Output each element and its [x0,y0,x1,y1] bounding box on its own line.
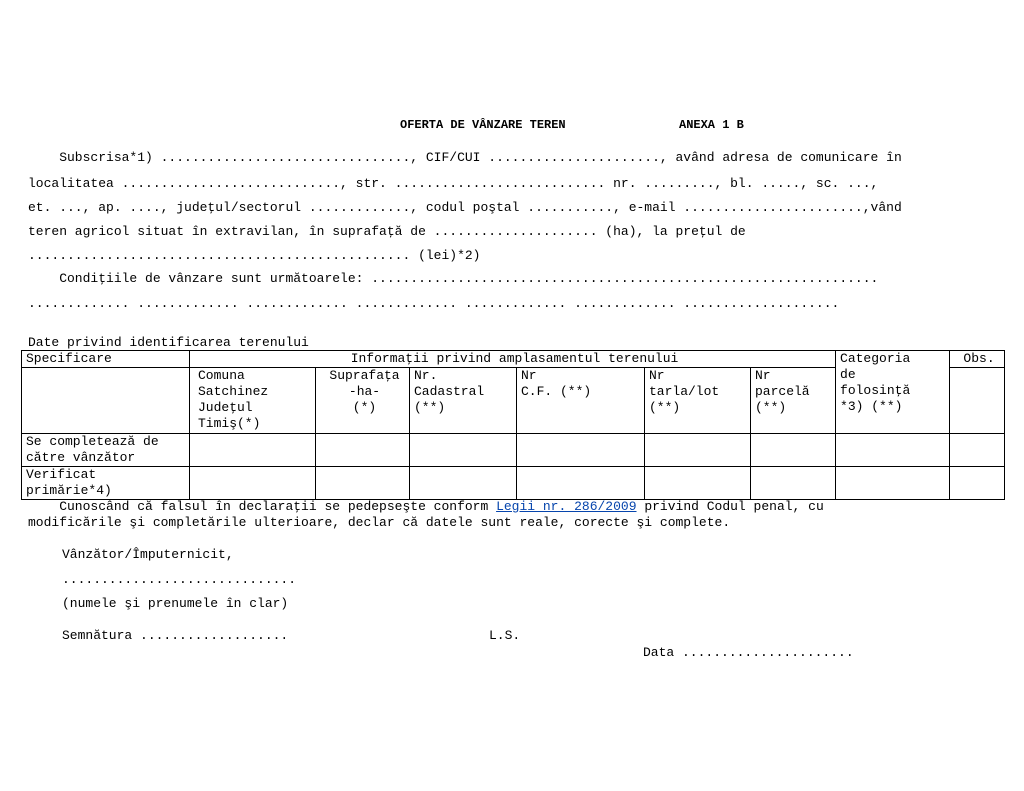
law-link[interactable]: Legii nr. 286/2009 [496,499,637,514]
land-identification-table [21,350,1005,500]
paragraph-line: ................................................. (lei)*2) [28,248,481,263]
table-cell[interactable] [950,467,1005,500]
table-cell-empty [22,368,190,434]
subheader-area: Suprafaţa -ha- (*) [316,368,410,434]
paragraph-line: ............. ............. ............. ............. ............. ............. .................... [28,296,840,311]
annex-label: ANEXA 1 B [679,118,744,132]
declaration-text: privind Codul penal, cu [636,499,824,514]
date-field[interactable]: Data ...................... [643,645,854,660]
declaration-line [28,499,824,515]
subheader-cf-number: Nr C.F. (**) [517,368,645,434]
seller-label: Vânzător/Împuternicit, [62,547,234,562]
table-cell[interactable] [190,467,316,500]
table-cell[interactable] [410,434,517,467]
subheader-commune: Comuna Satchinez Judeţul Timiş(*) [190,368,316,434]
table-cell[interactable] [517,434,645,467]
declaration-line: modificările şi completările ulterioare, declar că datele sunt reale, corecte şi complete. [28,515,731,530]
table-cell[interactable] [645,467,751,500]
table-cell[interactable] [316,434,410,467]
header-observations: Obs. [950,351,1005,368]
name-hint: (numele şi prenumele în clar) [62,596,289,611]
subheader-cadastral-number: Nr. Cadastral (**) [410,368,517,434]
paragraph-line: Subscrisa*1) ................................, CIF/CUI ......................, având adresa de comunicare în [28,150,902,165]
header-land-use-category: Categoria de folosinţă *3) (**) [836,351,950,434]
paragraph-line: et. ..., ap. ...., judeţul/sectorul ............., codul poştal ..........., e-mail .......................,vând [28,200,902,215]
table-cell[interactable] [517,467,645,500]
paragraph-line: teren agricol situat în extravilan, în suprafaţă de ..................... (ha), la preţul de [28,224,746,239]
table-cell[interactable] [751,434,836,467]
table-cell[interactable] [316,467,410,500]
signature-field[interactable]: Semnătura ................... [62,628,289,643]
table-cell-empty [950,368,1005,434]
table-cell[interactable] [190,434,316,467]
table-cell[interactable] [950,434,1005,467]
table-row [22,434,1005,467]
subheader-parcel-number: Nr parcelă (**) [751,368,836,434]
paragraph-line: Condiţiile de vânzare sunt următoarele: ................................................................. [28,271,879,286]
declaration-text: Cunoscând că falsul în declaraţii se pedepseşte conform [28,499,497,514]
row-label-town-hall: Verificat primărie*4) [22,467,190,500]
table-caption: Date privind identificarea terenului [28,335,309,350]
seal-label: L.S. [489,628,521,643]
name-field[interactable]: .............................. [62,572,297,587]
table-cell[interactable] [751,467,836,500]
header-specificare: Specificare [22,351,190,368]
table-cell[interactable] [410,467,517,500]
header-location-info: Informaţii privind amplasamentul terenului [190,351,836,368]
subheader-plot-number: Nr tarla/lot (**) [645,368,751,434]
table-cell[interactable] [836,434,950,467]
paragraph-line: localitatea ............................, str. ........................... nr. ........., bl. ....., sc. ..., [28,176,879,191]
document-title: OFERTA DE VÂNZARE TEREN [400,118,566,132]
table-cell[interactable] [645,434,751,467]
table-row [22,467,1005,500]
table-cell[interactable] [836,467,950,500]
row-label-seller: Se completează de către vânzător [22,434,190,467]
